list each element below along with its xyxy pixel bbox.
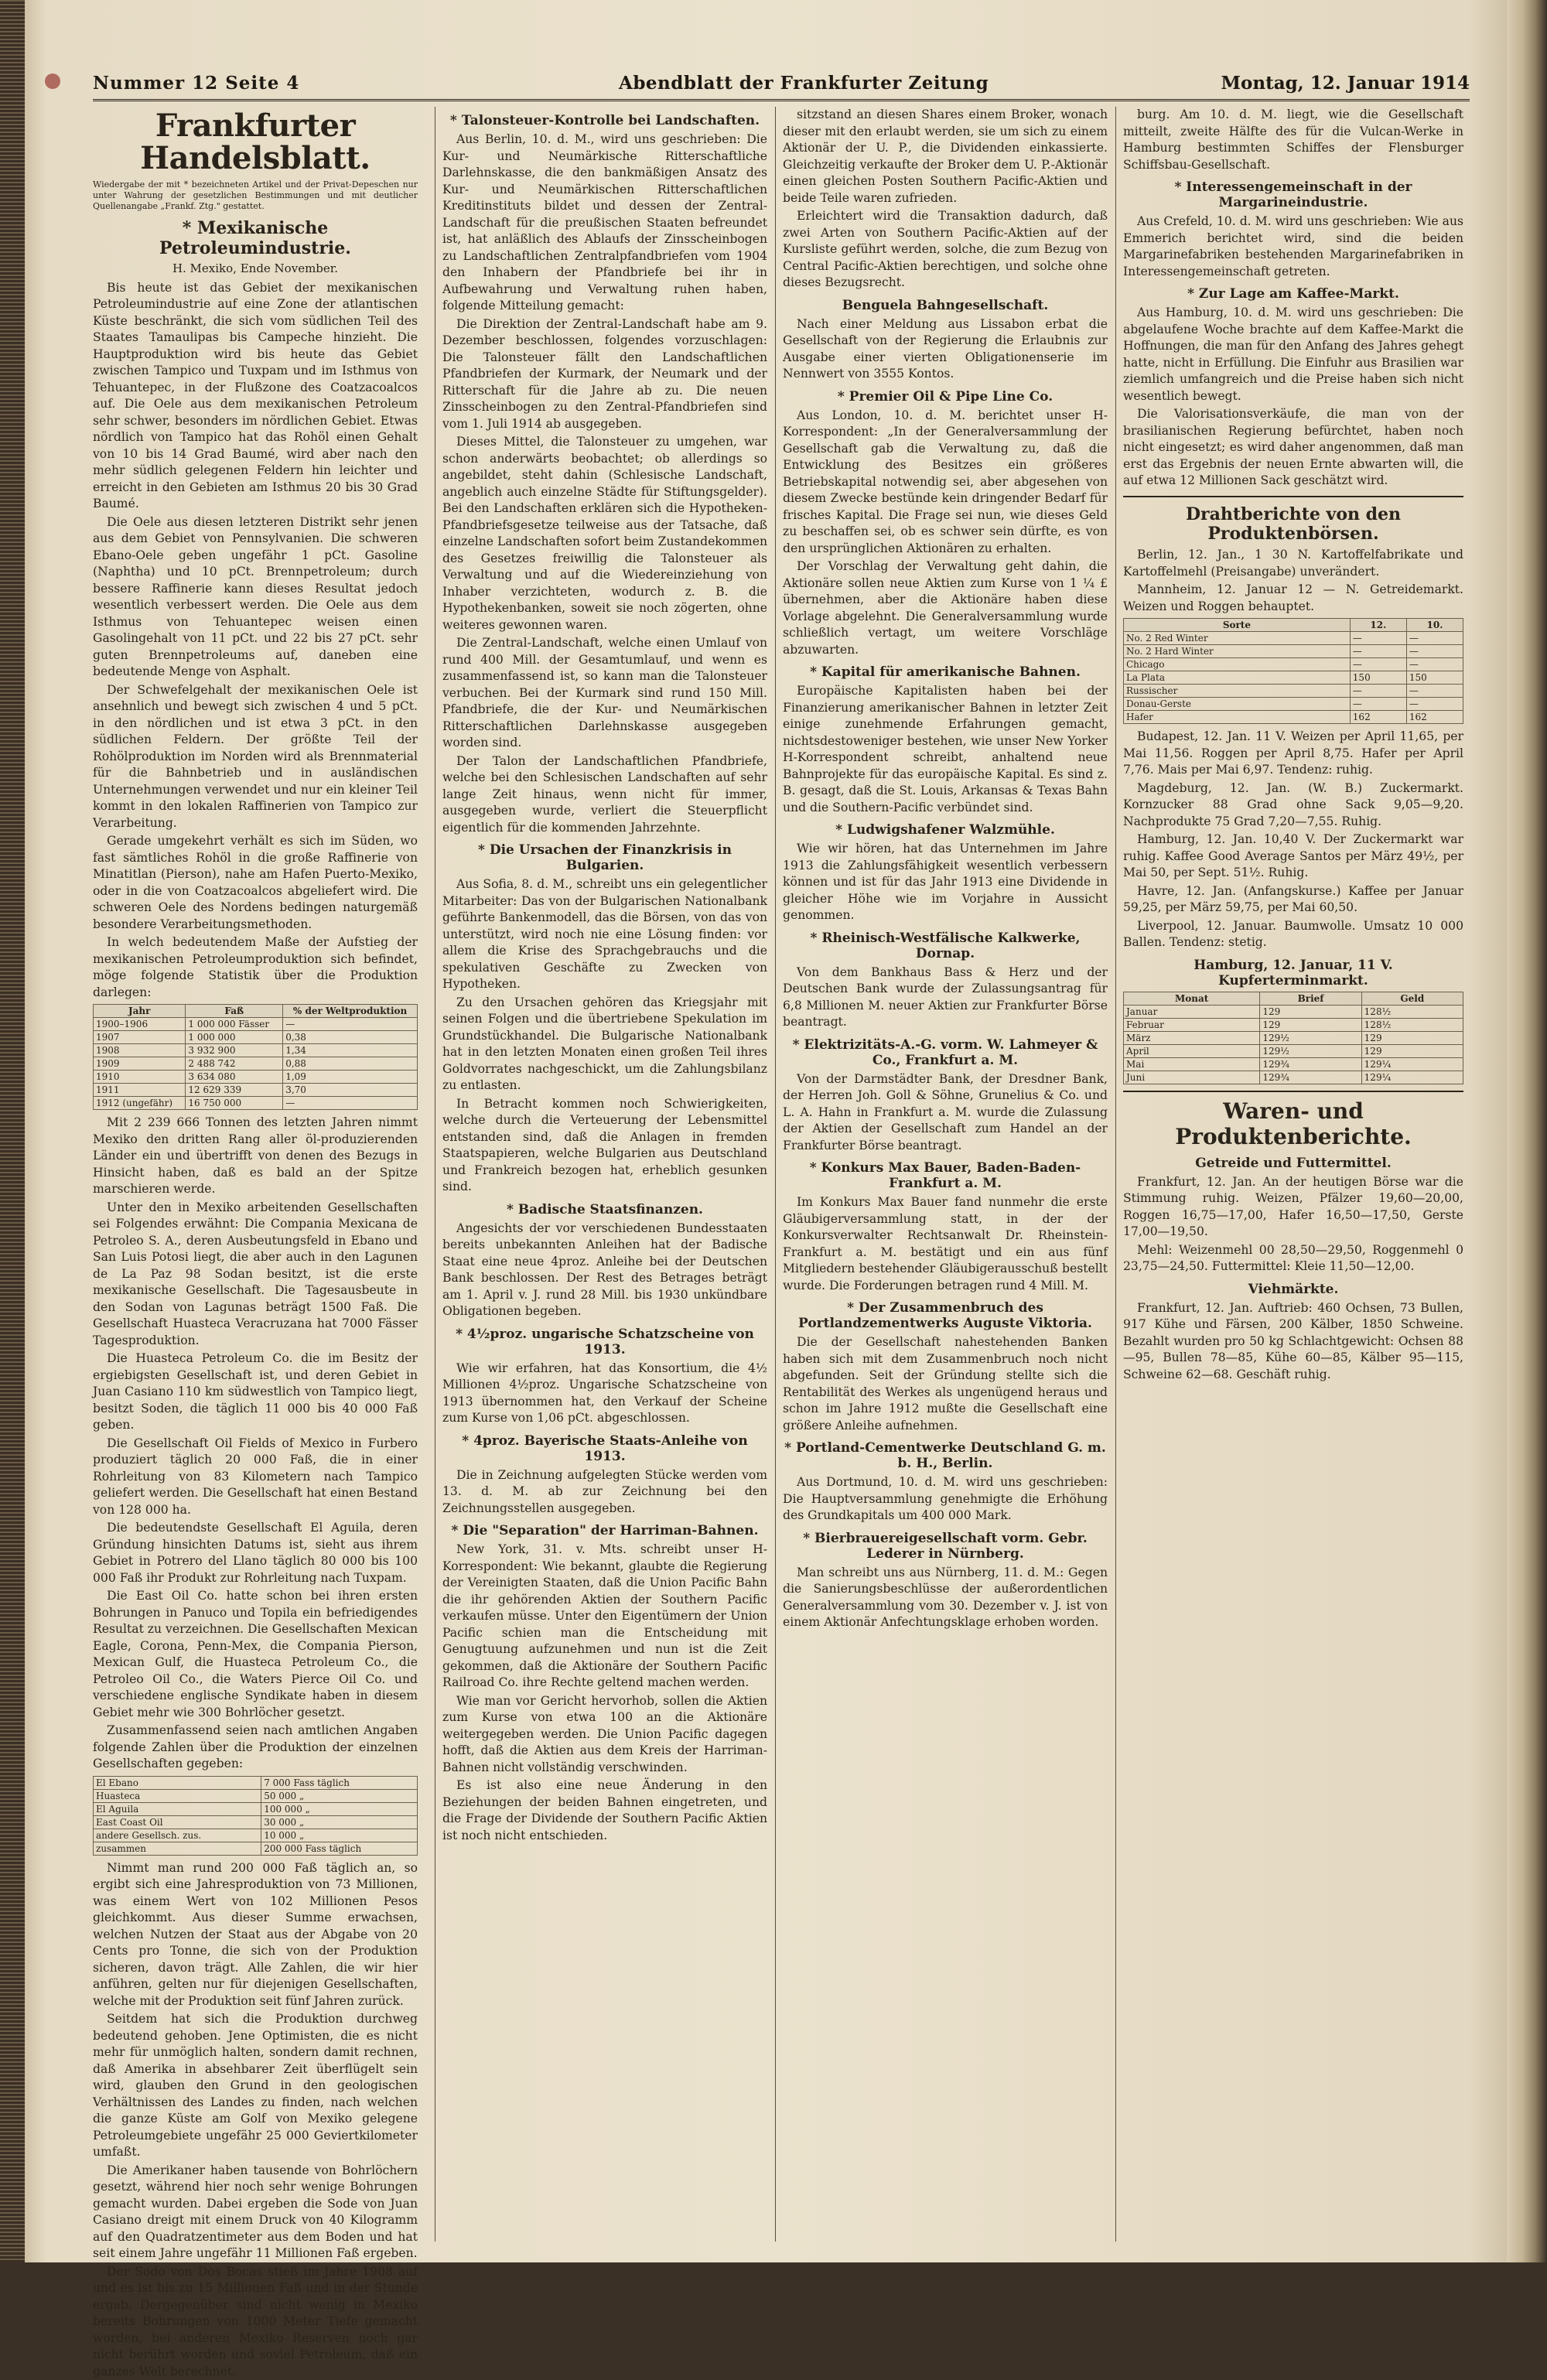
paragraph: Erleichtert wird die Transaktion dadurch, daß zwei Arten von Southern Pacific-Aktien auf der Kursliste geführt werden, solche, die zum Bezug von Central Pacific-Aktien berechtigen, und solche ohne dieses Bezugsrecht. <box>783 209 1108 289</box>
table-cell: 16 750 000 <box>186 1097 283 1110</box>
table-row <box>1124 711 1463 724</box>
table-header-row <box>94 1005 418 1018</box>
article-body <box>783 1474 1108 1525</box>
article-body <box>1123 547 1463 615</box>
table-row <box>1124 658 1463 671</box>
article-body <box>783 1194 1108 1294</box>
dateline: H. Mexiko, Ende November. <box>172 261 339 275</box>
table-cell: 129½ <box>1260 1031 1361 1044</box>
table-cell: 128½ <box>1361 1018 1463 1031</box>
article-body <box>442 1361 767 1427</box>
paragraph: Budapest, 12. Jan. 11 V. Weizen per April 11,65, per Mai 11,56. Roggen per April 8,75. Hafer per April 7,76. Mais per Mai 6,97. Tendenz: ruhig. <box>1123 729 1463 777</box>
article-body <box>442 1221 767 1320</box>
article-body <box>783 316 1108 383</box>
paragraph: Aus London, 10. d. M. berichtet unser H-Korrespondent: „In der Generalversammlung der Gesellschaft gab die Verwaltung zu, daß die Entwicklung des Besitzes ein größeres Betriebskapital notwendig sei, aber abgesehen von diesem Zwecke bestünde kein dringender Bedarf für frisches Kapital. Die Frage sei nun, wie dieses Geld zu beschaffen sei, ob es schwer sein dürfte, es von den ursprünglichen Aktionären zu erhalten. <box>783 408 1108 555</box>
table-cell: — <box>1350 698 1406 711</box>
paragraph: Der Talon der Landschaftlichen Pfandbriefe, welche bei den Schlesischen Landschaften auf sehr lange Zeit hinaus, wenn nicht für immer, ausgegeben wurde, verliert die Steuerpflicht eigentlich für die kommenden Jahrzehnte. <box>442 753 767 835</box>
table-cell: — <box>1350 645 1406 658</box>
table-cell: No. 2 Hard Winter <box>1124 645 1351 658</box>
article-body <box>783 1565 1108 1631</box>
table-cell: 2 488 742 <box>186 1057 283 1070</box>
table-cell: El Ebano <box>94 1776 261 1789</box>
table-cell: — <box>1406 632 1463 645</box>
table-row <box>1124 698 1463 711</box>
table-row <box>1124 1005 1463 1018</box>
column-rule <box>1115 107 1116 2242</box>
issue-date: Montag, 12. Januar 1914 <box>1221 73 1470 94</box>
paragraph: sitzstand an diesen Shares einem Broker, wonach dieser mit den erlaubt werden, sie um sich zu einem Aktionär der U. P., die Dividenden einkassierte. Gleichzeitig verkaufte der Broker dem U. P.-Aktionär einen gleichen Posten Southern Pacific-Aktien und beide Teile waren zufrieden. <box>783 108 1108 205</box>
table-row <box>94 1815 418 1829</box>
table-cell: Russischer <box>1124 685 1351 698</box>
table-cell: 150 <box>1350 671 1406 685</box>
table-cell: 100 000 „ <box>261 1802 418 1815</box>
table-cell: andere Gesellsch. zus. <box>94 1829 261 1842</box>
table-header: Faß <box>186 1005 283 1018</box>
table-cell: 162 <box>1350 711 1406 724</box>
paragraph: Havre, 12. Jan. (Anfangskurse.) Kaffee per Januar 59,25, per März 59,75, per Mai 60,50. <box>1123 883 1463 915</box>
article-title: * Die Ursachen der Finanzkrisis in Bulgarien. <box>478 842 732 873</box>
paragraph: Aus Hamburg, 10. d. M. wird uns geschrieben: Die abgelaufene Woche brachte auf dem Kaffee-Markt die Hoffnungen, die man für den Anfang des Jahres gehegt hatte, nicht in Erfüllung. Die Einfuhr aus Brasilien war ziemlich umfangreich und die Preise haben sich nicht wesentlich bewegt. <box>1123 306 1463 403</box>
article-body <box>442 1467 767 1518</box>
paragraph: burg. Am 10. d. M. liegt, wie die Gesellschaft mitteilt, zweite Hälfte des für die Vulcan-Werke in Hamburg bestimmten Schiffes der Flensburger Schiffsbau-Gesellschaft. <box>1123 108 1463 172</box>
paragraph: Die Oele aus diesen letzteren Distrikt sehr jenen aus dem Gebiet von Pennsylvanien. Die schweren Ebano-Oele geben ungefähr 1 pCt. Gasoline (Naphtha) und 10 pCt. Brennpetroleum; durch bessere Raffinerie kann dieses Resultat jedoch wesentlich verbessert werden. Die Oele aus dem Isthmus von Tehuantepec weisen einen Gasolingehalt von 11 pCt. und 22 bis 27 pCt. sehr guten Brennpetroleums auf, daneben eine bedeutende Menge von Asphalt. <box>93 514 418 679</box>
paragraph: Seitdem hat sich die Produktion durchweg bedeutend gehoben. Jene Optimisten, die es nicht mehr für unmöglich halten, sondern damit rechnen, daß Amerika in absehbarer Zeit überflügelt sein wird, glauben den Grund in den geologischen Verhältnissen des Landes zu finden, nach welchen die ganze Küste am Golf von Mexiko gelegene Petroleumgebiete ungefähr 25 000 Geviertkilometer umfaßt. <box>93 2012 418 2160</box>
table-cell: 128½ <box>1361 1005 1463 1018</box>
table-cell: 3 932 900 <box>186 1044 283 1057</box>
newspaper-title: Abendblatt der Frankfurter Zeitung <box>619 73 989 94</box>
table-row <box>1124 1044 1463 1057</box>
paragraph: Frankfurt, 12. Jan. Auftrieb: 460 Ochsen, 73 Bullen, 917 Kühe und Färsen, 200 Kälber, 1850 Schweine. Bezahlt wurden pro 50 kg Schlachtgewicht: Ochsen 88—95, Bullen 78—85, Kühe 60—85, Kälber 95—115, Schweine 62—68. Geschäft ruhig. <box>1123 1300 1463 1381</box>
table-cell: 1900–1906 <box>94 1018 186 1031</box>
table-row <box>94 1018 418 1031</box>
article-body <box>442 1542 767 1844</box>
paragraph: Unter den in Mexiko arbeitenden Gesellschaften sei Folgendes erwähnt: Die Compania Mexicana de Petroleo S. A., deren Ausbeutungsfeld in Ebano und San Luis Potosi liegt, die aber auch in den Lagunen de La Paz 98 Sodan besitzt, ist die erste mexikanische Gesellschaft. Die Tagesausbeute in den Sodan von Lagunas beträgt 1500 Faß. Die Gesellschaft Huasteca Veracruzana hat 7000 Fässer Tagesproduktion. <box>93 1200 418 1347</box>
table-cell: 50 000 „ <box>261 1789 418 1802</box>
article-body <box>93 280 418 1002</box>
table-cell: — <box>1406 645 1463 658</box>
article-title: * Bierbrauereigesellschaft vorm. Gebr. Lederer in Nürnberg. <box>803 1530 1088 1562</box>
table-cell: Mai <box>1124 1057 1260 1070</box>
table-cell: — <box>1406 658 1463 671</box>
article-body <box>442 876 767 1196</box>
table-cell: 1908 <box>94 1044 186 1057</box>
table-cell: — <box>1406 698 1463 711</box>
table-cell: — <box>283 1018 418 1031</box>
table-row <box>1124 1057 1463 1070</box>
paragraph: Die Direktion der Zentral-Landschaft habe am 9. Dezember beschlossen, folgendes vorzuschlagen: Die Talonsteuer fällt den Landschaftlichen Pfandbriefen der Kurmark, der Neumark und der Ritterschaft für die Jahre ab zu. Die neuen Zinsscheinbogen zu den Zentral-Pfandbriefen sind vom 1. Juli 1914 ab ausgegeben. <box>442 316 767 431</box>
section-masthead: Frankfurter Handelsblatt. <box>140 108 371 176</box>
table-cell: 129¼ <box>1361 1057 1463 1070</box>
paragraph: Magdeburg, 12. Jan. (W. B.) Zuckermarkt. Kornzucker 88 Grad ohne Sack 9,05—9,20. Nachprodukte 75 Grad 7,20—7,55. Ruhig. <box>1123 780 1463 828</box>
table-cell: Hafer <box>1124 711 1351 724</box>
subsection-title: Viehmärkte. <box>1248 1281 1339 1297</box>
copper-price-table <box>1123 992 1463 1084</box>
table-cell: 150 <box>1406 671 1463 685</box>
paragraph: In Betracht kommen noch Schwierigkeiten, welche durch die Verteuerung der Lebensmittel entstanden sind, daß die Anlagen in fremden Staatspapieren, welche Bulgarien aus Deutschland und Frankreich bezogen hat, erheblich gesunken sind. <box>442 1096 767 1193</box>
paragraph: Hamburg, 12. Jan. 10,40 V. Der Zuckermarkt war ruhig. Kaffee Good Average Santos per März 49½, per Mai 50, per Sept. 51½. Ruhig. <box>1123 832 1463 880</box>
paragraph: Die Amerikaner haben tausende von Bohrlöchern gesetzt, während hier noch sehr wenige Bohrungen gemacht wurden. Dabei ergeben die Sode von Juan Casiano dreigt mit einem Druck von 40 Kilogramm auf den Quadratzentimeter aus dem Boden und hat seit einem Jahre ungefähr 11 Millionen Faß ergeben. <box>93 2163 418 2261</box>
table-header: 10. <box>1406 619 1463 632</box>
paragraph: Es ist also eine neue Änderung in den Beziehungen der beiden Bahnen eingetreten, und die Frage der Dividende der Southern Pacific Aktien ist noch nicht entschieden. <box>442 1778 767 1842</box>
article-body <box>783 965 1108 1031</box>
article-body <box>783 107 1108 292</box>
table-cell: Januar <box>1124 1005 1260 1018</box>
table-header: Monat <box>1124 992 1260 1005</box>
article-title: * Die "Separation" der Harriman-Bahnen. <box>451 1523 759 1538</box>
paragraph: New York, 31. v. Mts. schreibt unser H-Korrespondent: Wie bekannt, glaubte die Regierung der Vereinigten Staaten, daß die Union Pacific Bahn die ihr gehörenden Aktien der Southern Pacific verkaufen müsse. Unter den Eigentümern der Union Pacific schien man die Entscheidung mit Genugtuung aufzunehmen und nun ist die Zeit gekommen, daß die Aktionäre der Southern Pacific Railroad Co. ihre Rechte geltend machen werden. <box>442 1542 767 1689</box>
table-cell: No. 2 Red Winter <box>1124 632 1351 645</box>
table-cell: El Aguila <box>94 1802 261 1815</box>
table-cell: 3,70 <box>283 1084 418 1097</box>
paragraph: Europäische Kapitalisten haben bei der Finanzierung amerikanischer Bahnen in letzter Zeit einige zunehmende Erfahrungen gemacht, nichtsdestoweniger bestehen, wie unser New Yorker H-Korrespondent schreibt, anhaltend neue Bahnprojekte für das europäische Kapital. Es sind z. B. gesagt, daß die St. Louis, Arkansas & Texas Bahn und die Southern-Pacific verbündet sind. <box>783 684 1108 814</box>
paragraph: Liverpool, 12. Januar. Baumwolle. Umsatz 10 000 Ballen. Tendenz: stetig. <box>1123 918 1463 950</box>
table-cell: 10 000 „ <box>261 1829 418 1842</box>
paragraph: Angesichts der vor verschiedenen Bundesstaaten bereits unbekannten Anleihen hat der Badische Staat eine neue 4proz. Anleihe bei der Deutschen Bank beschlossen. Der Rest des Betrages beträgt am 1. April v. J. rund 28 Mill. bis 1930 unkündbare Obligationen begeben. <box>442 1221 767 1318</box>
paragraph: Mehl: Weizenmehl 00 28,50—29,50, Roggenmehl 0 23,75—24,50. Futtermittel: Kleie 11,50—12,00. <box>1123 1242 1463 1274</box>
table-cell: La Plata <box>1124 671 1351 685</box>
paragraph: Zusammenfassend seien nach amtlichen Angaben folgende Zahlen über die Produktion der einzelnen Gesellschaften gegeben: <box>93 1723 418 1771</box>
paragraph: Der Schwefelgehalt der mexikanischen Oele ist ansehnlich und bewegt sich zwischen 4 und 5 pCt. in den nördlichen und ist etwa 3 pCt. in den südlichen Feldern. Der größte Teil der Rohölproduktion im Norden wird als Brennmaterial für die Bahnbetrieb und in ausländischen Unternehmungen verwendet und nur ein kleiner Teil kommt in den lokalen Raffinerien von Tampico zur Verarbeitung. <box>93 682 418 830</box>
table-row <box>94 1789 418 1802</box>
column-3 <box>783 107 1108 2242</box>
table-cell: 1,09 <box>283 1070 418 1084</box>
section-divider <box>1123 1091 1463 1092</box>
paragraph: Aus Sofia, 8. d. M., schreibt uns ein gelegentlicher Mitarbeiter: Das von der Bulgarischen Nationalbank geführte Bankenmodell, das die Börsen, von das von unterstützt, wird noch nie eine Lösung finden: vor allem die Krise des Sprachgebrauchs und die spekulativen Geschäfte zu Zwecken von Hypotheken. <box>442 877 767 991</box>
paragraph: Von dem Bankhaus Bass & Herz und der Deutschen Bank wurde der Zulassungsantrag für 6,8 Millionen M. neuer Aktien zur Frankfurter Börse beantragt. <box>783 965 1108 1029</box>
paragraph: Frankfurt, 12. Jan. An der heutigen Börse war die Stimmung ruhig. Weizen, Pfälzer 19,60—20,00, Roggen 16,75—17,00, Hafer 16,50—17,50, Gerste 17,00—19,50. <box>1123 1174 1463 1239</box>
table-header: Geld <box>1361 992 1463 1005</box>
table-header: % der Weltproduktion <box>283 1005 418 1018</box>
paragraph: Die Zentral-Landschaft, welche einen Umlauf von rund 400 Mill. der Gesamtumlauf, und wenn es zusammenfassend ist, so kann man die Talonsteuer verbuchen. Bei der Kurmark sind rund 150 Mill. Pfandbriefe, die der Kur- und Neumärkischen Ritterschaftlichen Darlehnskasse ausgegeben worden sind. <box>442 636 767 750</box>
article-body <box>783 408 1108 659</box>
table-row <box>94 1070 418 1084</box>
table-cell: März <box>1124 1031 1260 1044</box>
paragraph: Die in Zeichnung aufgelegten Stücke werden vom 13. d. M. ab zur Zeichnung bei den Zeichnungsstellen ausgegeben. <box>442 1467 767 1515</box>
page-header <box>93 71 1470 101</box>
article-title: * Badische Staatsfinanzen. <box>507 1201 703 1217</box>
table-header-row <box>1124 992 1463 1005</box>
grain-price-table <box>1123 618 1463 724</box>
article-title: * Zur Lage am Kaffee-Markt. <box>1187 286 1399 302</box>
article-title: * 4proz. Bayerische Staats-Anleihe von 1913. <box>462 1432 748 1464</box>
section-title: Waren- und Produktenberichte. <box>1175 1098 1412 1149</box>
paragraph: Die Gesellschaft Oil Fields of Mexico in Furbero produziert täglich 20 000 Faß, die in einer Rohrleitung von 83 Kilometern nach Tampico geliefert werden. Die Gesellschaft hat einen Bestand von 128 000 ha. <box>93 1436 418 1517</box>
paragraph: Man schreibt uns aus Nürnberg, 11. d. M.: Gegen die Sanierungsbeschlüsse der außerordentlichen Generalversammlung vom 30. Dezember v. J. ist von einem Aktionär Anfechtungsklage erhoben worden. <box>783 1565 1108 1629</box>
paragraph: Mit 2 239 666 Tonnen des letzten Jahren nimmt Mexiko den dritten Rang aller öl-produzierenden Länder ein und übertrifft von denen des Bezugs in Hinsicht haben, daß es bald an der Spitze marschieren werde. <box>93 1115 418 1197</box>
table-cell: 1909 <box>94 1057 186 1070</box>
paragraph: Der Sodo von Dos Bocas stieß im Jahre 1908 auf und es ist bis zu 15 Millionen Faß und in der Stunde ergab, Dergegenüber sind nicht wenig in Mexiko bereits Bohrungen von 1000 Meter Tiefe gemacht worden, bei anderen Mexiko Reserven noch gar nicht berührt worden und soviel Petroleum, daß ein ganzes Welt berechnet. <box>93 2264 418 2378</box>
table-row <box>1124 1018 1463 1031</box>
article-title: * Portland-Cementwerke Deutschland G. m. b. H., Berlin. <box>784 1440 1106 1471</box>
table-cell: East Coast Oil <box>94 1815 261 1829</box>
table-cell: 1911 <box>94 1084 186 1097</box>
table-cell: 129½ <box>1260 1044 1361 1057</box>
article-body <box>93 1860 418 2380</box>
table-cell: zusammen <box>94 1842 261 1855</box>
article-body <box>783 841 1108 924</box>
production-table <box>93 1004 418 1110</box>
article-title: * Elektrizitäts-A.-G. vorm. W. Lahmeyer & Co., Frankfurt a. M. <box>792 1036 1098 1068</box>
article-title: * Premier Oil & Pipe Line Co. <box>837 388 1054 405</box>
table-cell: 30 000 „ <box>261 1815 418 1829</box>
table-cell: — <box>283 1097 418 1110</box>
table-cell: 129 <box>1260 1005 1361 1018</box>
table-row <box>94 1776 418 1789</box>
copper-market-title: Hamburg, 12. Januar, 11 V. Kupferterminmarkt. <box>1194 957 1393 989</box>
article-body <box>783 1071 1108 1155</box>
table-row <box>94 1044 418 1057</box>
page-edge <box>1507 0 1547 2262</box>
page-number: Nummer 12 Seite 4 <box>93 73 300 94</box>
article-title: * Talonsteuer-Kontrolle bei Landschaften. <box>449 113 760 128</box>
table-cell: 1 000 000 Fässer <box>186 1018 283 1031</box>
company-production-table <box>93 1776 418 1856</box>
table-cell: 200 000 Fass täglich <box>261 1842 418 1855</box>
table-cell: Donau-Gerste <box>1124 698 1351 711</box>
table-cell: 0,38 <box>283 1031 418 1044</box>
table-header: Jahr <box>94 1005 186 1018</box>
article-body <box>1123 107 1463 173</box>
table-cell: 1,34 <box>283 1044 418 1057</box>
table-cell: 129 <box>1361 1031 1463 1044</box>
paragraph: Gerade umgekehrt verhält es sich im Süden, wo fast sämtliches Rohöl in die große Raffinerie von Minatitlan (Pierson), nahe am Hafen Puerto-Mexiko, oder in die von Coatzacoalcos abgeliefert wird. Die schweren Oele des Nordens bedingen naturgemäß besondere Verarbeitungsmethoden. <box>93 834 418 931</box>
paragraph: Wie wir hören, hat das Unternehmen im Jahre 1913 die Zahlungsfähigkeit wesentlich verbessern können und ist für das Jahr 1913 eine Dividende in gleicher Höhe wie im Vorjahre in Aussicht genommen. <box>783 842 1108 922</box>
section-divider <box>1123 496 1463 497</box>
paragraph: Dieses Mittel, die Talonsteuer zu umgehen, war schon anderwärts beobachtet; ob allerdings so angebildet, steht dahin (Schlesische Landschaft, angeblich auch einzelne Städte für Stiftungsgelder). Bei den Landschaften erklären sich die Hypotheken-Pfandbriefsgesetze teilweise aus der Tatsache, daß einzelne Landschaften sofort beim Zustandekommen des Gesetzes freiwillig die Talonsteuer als Verwaltung und auf die Wiedereinziehung von Inhaber verzichteten, wodurch z. B. die Hypothekenbanken, soweit sie noch zögerten, ohne weiteres gewonnen waren. <box>442 435 767 632</box>
table-cell: April <box>1124 1044 1260 1057</box>
table-row <box>1124 1031 1463 1044</box>
paragraph: Nach einer Meldung aus Lissabon erbat die Gesellschaft von der Regierung die Erlaubnis zur Ausgabe einer vierten Obligationenserie im Nennwert von 3555 Kontos. <box>783 316 1108 381</box>
table-header: Sorte <box>1124 619 1351 632</box>
paragraph: Die Huasteca Petroleum Co. die im Besitz der ergiebigsten Gesellschaft ist, und deren Gebiet in Juan Casiano 110 km südwestlich von Tampico liegt, besitzt Soden, die täglich 11 000 bis 40 000 Faß geben. <box>93 1351 418 1432</box>
table-cell: 3 634 080 <box>186 1070 283 1084</box>
table-cell: 1912 (ungefähr) <box>94 1097 186 1110</box>
table-header-row <box>1124 619 1463 632</box>
paragraph: Bis heute ist das Gebiet der mexikanischen Petroleumindustrie auf eine Zone der atlantischen Küste beschränkt, die sich vom südlichen Teil des Staates Tamaulipas bis Campeche hinzieht. Die Hauptproduktion wird bis heute das Gebiet zwischen Tampico und Tuxpam und im Isthmus von Tehuantepec, in der Flußzone des Coatzacoalcos auf. Die Oele aus dem mexikanischen Petroleum sehr schwer, besonders im nördlichen Gebiet. Etwas nördlich von Tampico hat das Rohöl einen Gehalt von 10 bis 14 Grad Baumé, wird aber nach den mehr südlich gelegenen Feldern hin leichter und erreicht in den Gebieten am Isthmus 20 bis 30 Grad Baumé. <box>93 280 418 511</box>
table-cell: 0,88 <box>283 1057 418 1070</box>
table-cell: 129¼ <box>1361 1070 1463 1084</box>
article-title: * Der Zusammenbruch des Portlandzementwerks Auguste Viktoria. <box>798 1300 1092 1331</box>
article-title: * Mexikanische Petroleumindustrie. <box>159 218 351 258</box>
table-row <box>94 1057 418 1070</box>
table-cell: 129 <box>1361 1044 1463 1057</box>
article-body <box>1123 213 1463 280</box>
paragraph: Der Vorschlag der Verwaltung geht dahin, die Aktionäre sollen neue Aktien zum Kurse von 1 ¼ £ übernehmen, aber die Aktionäre haben diese Vorlage abgelehnt. Die Generalversammlung wurde schließlich vertagt, um weitere Vorschläge abzuwarten. <box>783 559 1108 657</box>
article-title: * Interessengemeinschaft in der Margarineindustrie. <box>1174 179 1412 210</box>
table-row <box>94 1031 418 1044</box>
column-rule <box>775 107 776 2242</box>
table-cell: Juni <box>1124 1070 1260 1084</box>
column-4 <box>1123 107 1463 2242</box>
article-body <box>93 1115 418 1773</box>
paragraph: In welch bedeutendem Maße der Aufstieg der mexikanischen Petroleumproduktion sich befindet, möge folgende Statistik über die Produktion darlegen: <box>93 935 418 999</box>
article-body <box>1123 1300 1463 1384</box>
paragraph: Die bedeutendste Gesellschaft El Aguila, deren Gründung hinsichten Datums ist, sieht aus ihrem Gebiet in Potrero del Llano täglich 80 000 bis 100 000 Faß ihr Produkt zur Rohrleitung nach Tuxpam. <box>93 1521 418 1585</box>
article-title: * Kapital für amerikanische Bahnen. <box>810 664 1081 680</box>
table-header: Brief <box>1260 992 1361 1005</box>
table-cell: 1907 <box>94 1031 186 1044</box>
article-body <box>783 1334 1108 1434</box>
section-title: Drahtberichte von den Produktenbörsen. <box>1185 504 1402 544</box>
paragraph: Zu den Ursachen gehören das Kriegsjahr mit seinen Folgen und die übertriebene Spekulation im Grundstückhandel. Die Bulgarische Nationalbank hat in den letzten Monaten einen großen Teil ihres Goldvorrates nachgeschickt, um die Zahlungsbilanz zu entlasten. <box>442 995 767 1092</box>
paragraph: Nimmt man rund 200 000 Faß täglich an, so ergibt sich eine Jahresproduktion von 73 Millionen, was einem Wert von 102 Millionen Pesos gleichkommt. Aus dieser Summe erwachsen, welchen Nutzen der Staat aus der Abgabe von 20 Cents pro Tonne, die sich von der Produktion sicheren, davon trägt. Alle Zahlen, die wir hier anführen, gelten nur für diejenigen Gesellschaften, welche mit der Produktion seit fünf Jahren zurück. <box>93 1860 418 2008</box>
article-body <box>783 683 1108 816</box>
table-cell: 7 000 Fass täglich <box>261 1776 418 1789</box>
table-cell: — <box>1406 685 1463 698</box>
table-cell: — <box>1350 685 1406 698</box>
paragraph: Die Valorisationsverkäufe, die man von der brasilianischen Regierung befürchtet, haben noch nicht eingesetzt; es wird daher angenommen, daß man erst das Ergebnis der neuen Ernte abwarten will, die auf etwa 12 Millionen Sack geschätzt wird. <box>1123 407 1463 487</box>
article-title: * Konkurs Max Bauer, Baden-Baden-Frankfurt a. M. <box>809 1160 1081 1191</box>
paragraph: Aus Dortmund, 10. d. M. wird uns geschrieben: Die Hauptversammlung genehmigte die Erhöhung des Grundkapitals um 400 000 Mark. <box>783 1475 1108 1522</box>
paragraph: Wie man vor Gericht hervorhob, sollen die Aktien zum Kurse von etwa 100 an die Aktionäre weitergegeben werden. Die Union Pacific dagegen hofft, daß die Aktien aus dem Kreis der Harriman-Bahnen nicht vollständig verschwinden. <box>442 1693 767 1774</box>
table-cell: 129¾ <box>1260 1057 1361 1070</box>
paragraph: Die East Oil Co. hatte schon bei ihren ersten Bohrungen in Panuco und Topila ein befriedigendes Resultat zu verzeichnen. Die Gesellschaften Mexican Eagle, Corona, Penn-Mex, die Compania Pierson, Mexican Gulf, die Huasteca Petroleum Co., die Petroleo Oil Co., die Waters Pierce Oil Co. und verschiedene englische Syndikate haben in diesem Gebiet mehr wie 300 Bohrlöcher gesetzt. <box>93 1589 418 1719</box>
table-cell: Chicago <box>1124 658 1351 671</box>
table-cell: 1 000 000 <box>186 1031 283 1044</box>
table-row <box>1124 671 1463 685</box>
table-row <box>94 1097 418 1110</box>
paragraph: Aus Berlin, 10. d. M., wird uns geschrieben: Die Kur- und Neumärkische Ritterschaftliche Darlehnskasse, die den bankmäßigen Ansatz des Kur- und Neumärkischen Ritterschaftlichen Kreditinstituts bildet und dessen der Zentral-Landschaft für die preußischen Staaten befreundet ist, hat anläßlich des Ablaufs der Zinsscheinbogen zu Landschaftlichen Zentralpfandbriefen vom 1904 den Inhabern der Pfandbriefe bei ihr in Aufbewahrung und Verwaltung ruhen haben, folgende Mitteilung gemacht: <box>442 132 767 312</box>
table-cell: — <box>1350 632 1406 645</box>
reprint-note: Wiedergabe der mit * bezeichneten Artikel und der Privat-Depeschen nur unter Wahrung der gesetzlichen Bestimmungen und mit deutlicher Quellenangabe „Frankf. Ztg." gestattet. <box>93 179 418 211</box>
table-cell: Huasteca <box>94 1789 261 1802</box>
table-cell: 12 629 339 <box>186 1084 283 1097</box>
table-cell: 162 <box>1406 711 1463 724</box>
table-header: 12. <box>1350 619 1406 632</box>
table-cell: 129¾ <box>1260 1070 1361 1084</box>
table-cell: Februar <box>1124 1018 1260 1031</box>
paragraph: Aus Crefeld, 10. d. M. wird uns geschrieben: Wie aus Emmerich berichtet wird, sind die beiden Margarinefabriken bestehenden Margarinefabriken in Interessengemeinschaft getreten. <box>1123 214 1463 278</box>
article-title: Benguela Bahngesellschaft. <box>842 297 1049 313</box>
table-cell: 1910 <box>94 1070 186 1084</box>
table-cell: — <box>1350 658 1406 671</box>
table-row <box>1124 685 1463 698</box>
paragraph: Die der Gesellschaft nahestehenden Banken haben sich mit dem Zusammenbruch noch nicht abgefunden. Seit der Gründung stellte sich die Rentabilität des Werkes als ungenügend heraus und schon im Jahre 1912 mußte die Gesellschaft eine größere Anleihe aufnehmen. <box>783 1335 1108 1432</box>
table-row <box>94 1842 418 1855</box>
column-2 <box>442 107 767 2242</box>
article-body <box>1123 1174 1463 1275</box>
table-row <box>94 1829 418 1842</box>
subsection-title: Getreide und Futtermittel. <box>1195 1155 1392 1171</box>
paragraph: Im Konkurs Max Bauer fand nunmehr die erste Gläubigerversammlung statt, in der der Konkursverwalter Rechtsanwalt Dr. Rheinstein-Frankfurt a. M. bestätigt und ein aus fünf Mitgliedern bestehender Gläubigerausschuß bestellt wurde. Die Forderungen betragen rund 4 Mill. M. <box>783 1195 1108 1292</box>
table-cell: 129 <box>1260 1018 1361 1031</box>
table-row <box>1124 1070 1463 1084</box>
article-title: * Rheinisch-Westfälische Kalkwerke, Dornap. <box>810 930 1081 961</box>
paragraph: Mannheim, 12. Januar 12 — N. Getreidemarkt. Weizen und Roggen behauptet. <box>1123 582 1463 613</box>
paragraph: Von der Darmstädter Bank, der Dresdner Bank, der Herren Joh. Goll & Söhne, Grunelius & Co. und L. A. Hahn in Frankfurt a. M. wurde die Zulassung der Aktien der Gesellschaft zum Handel an der Frankfurter Börse beantragt. <box>783 1071 1108 1152</box>
column-1 <box>93 107 418 2378</box>
table-row <box>1124 645 1463 658</box>
article-body <box>1123 729 1463 951</box>
paragraph: Wie wir erfahren, hat das Konsortium, die 4½ Millionen 4½proz. Ungarische Schatzscheine von 1913 übernommen hat, den Verkauf der Scheine zum Kurse von 1,06 pCt. abgeschlossen. <box>442 1361 767 1425</box>
article-title: * 4½proz. ungarische Schatzscheine von 1913. <box>456 1326 754 1357</box>
newspaper-page <box>31 0 1504 2378</box>
article-body <box>1123 305 1463 490</box>
paragraph: Berlin, 12. Jan., 1 30 N. Kartoffelfabrikate und Kartoffelmehl (Preisangabe) unverändert. <box>1123 548 1463 579</box>
table-row <box>94 1802 418 1815</box>
article-title: * Ludwigshafener Walzmühle. <box>835 822 1055 838</box>
table-row <box>94 1084 418 1097</box>
table-row <box>1124 632 1463 645</box>
book-binding <box>0 0 25 2262</box>
article-body <box>442 131 767 836</box>
